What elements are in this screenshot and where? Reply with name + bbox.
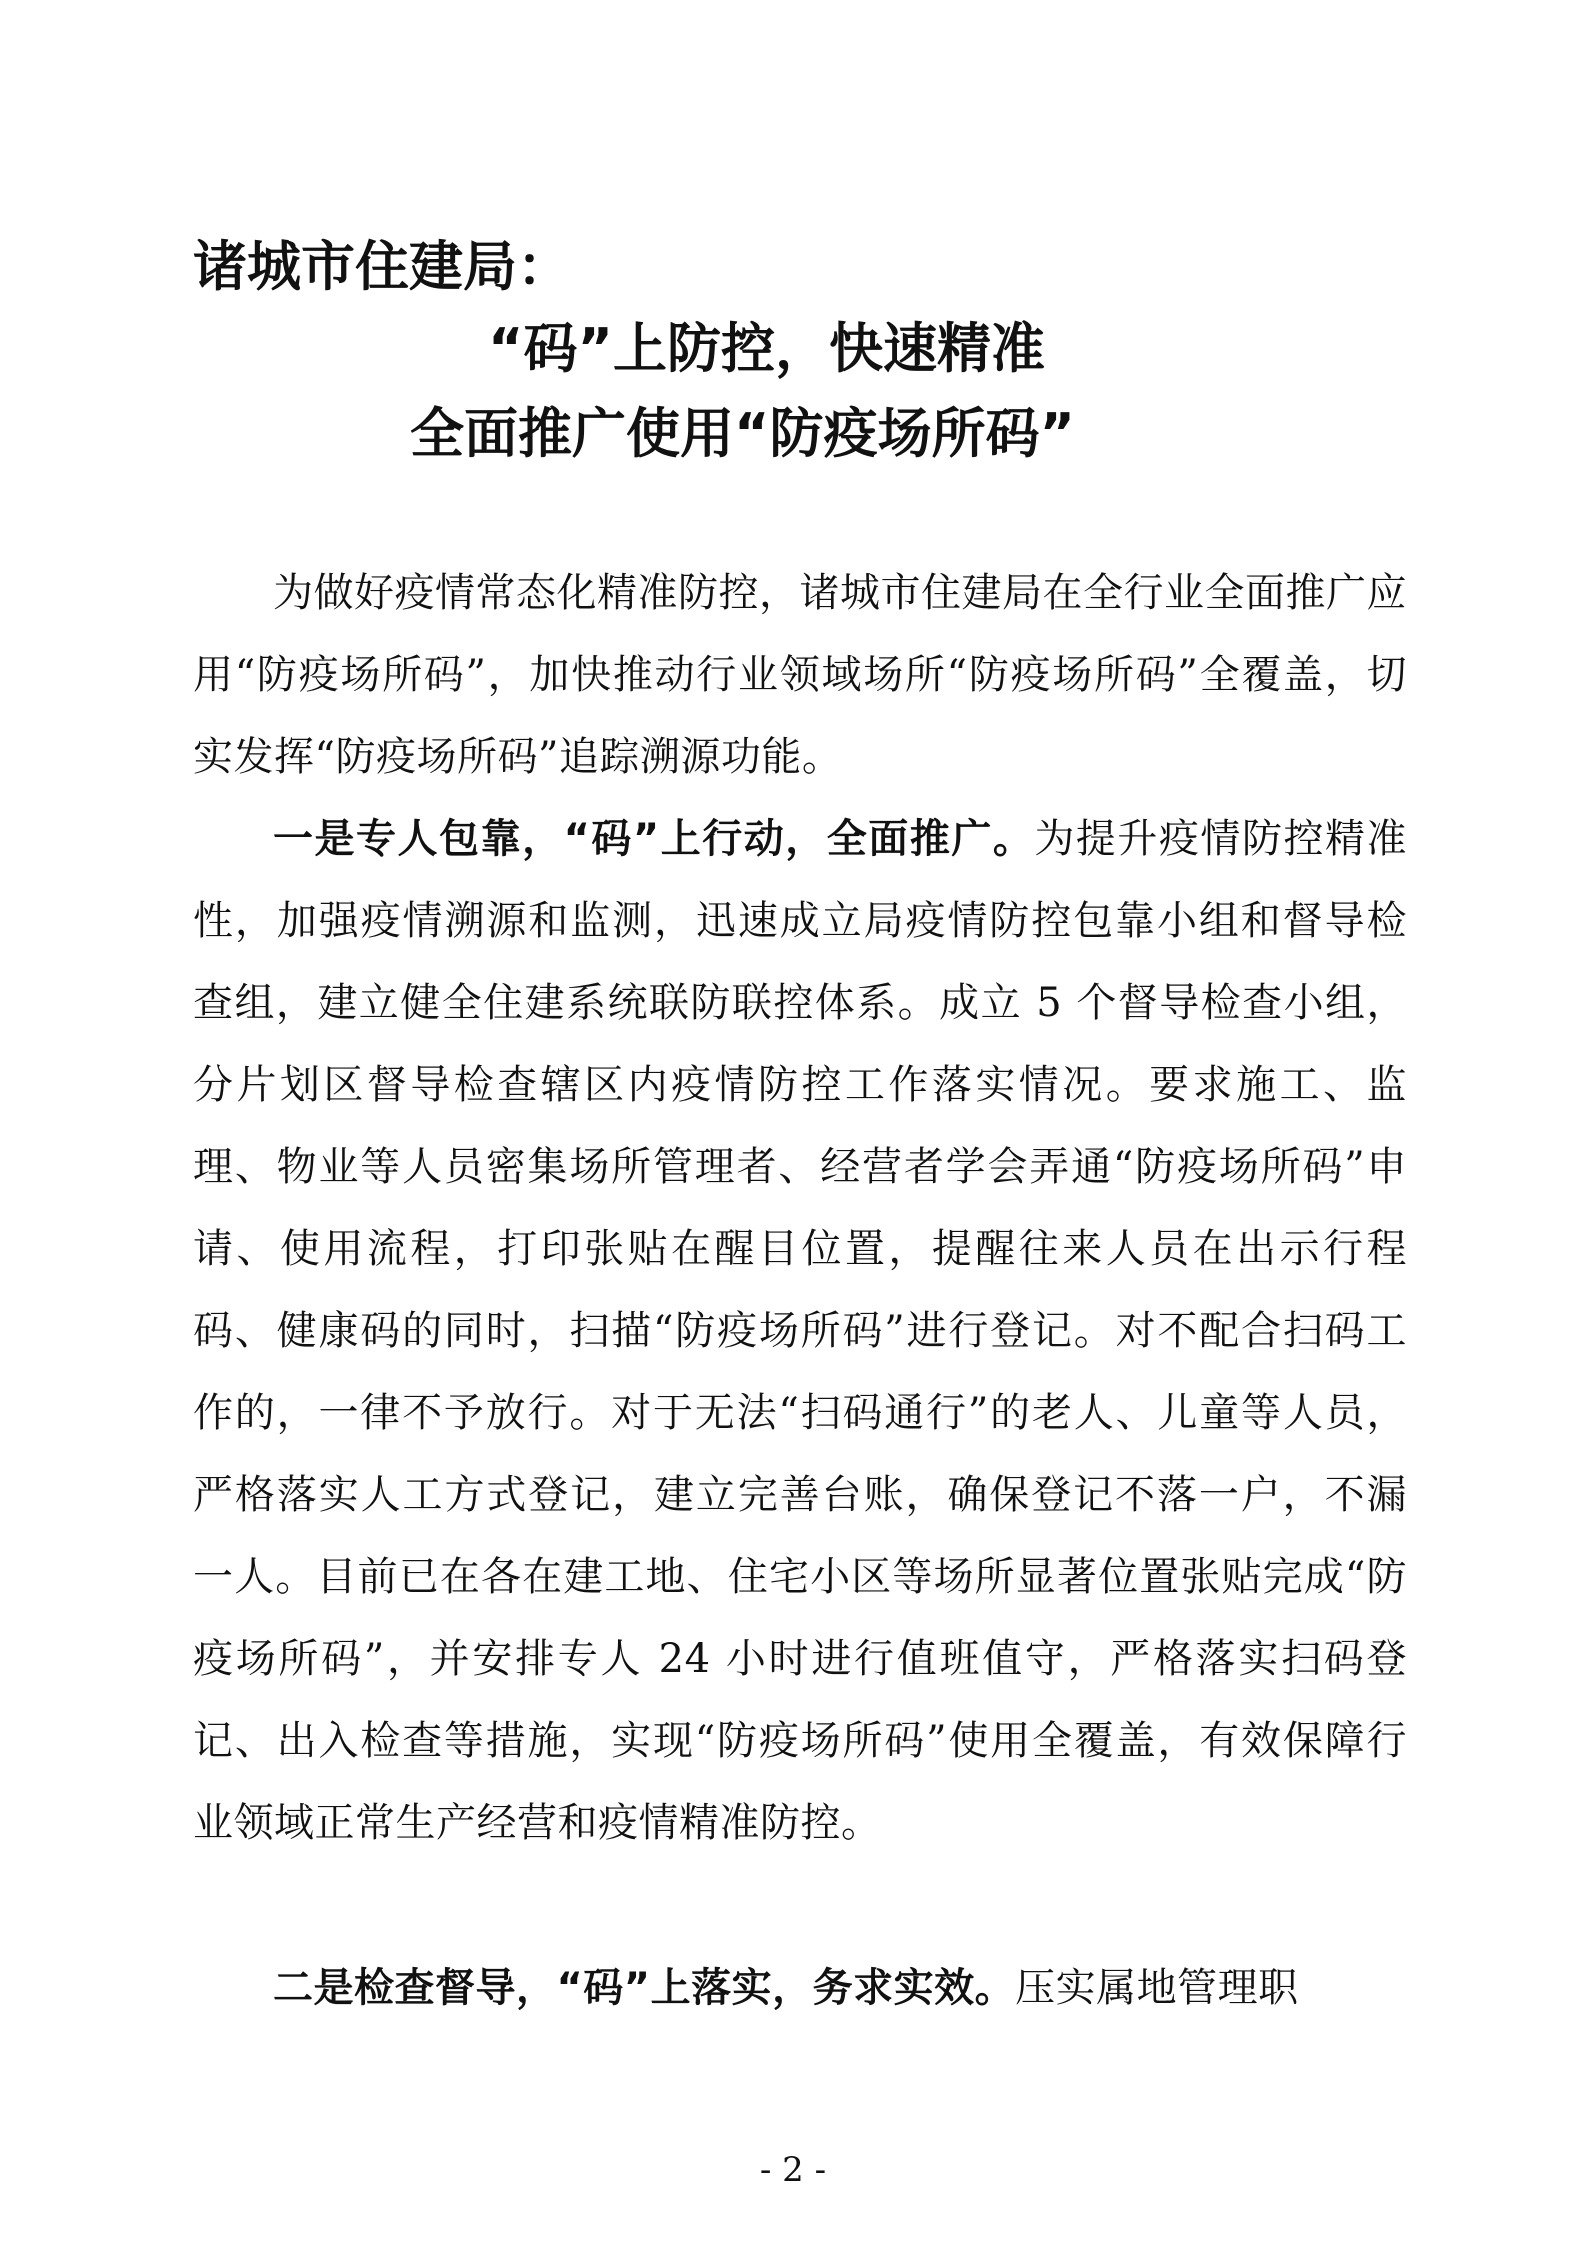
body-paragraph-measure-one [193, 798, 1407, 1864]
body-paragraph-intro: 为做好疫情常态化精准防控，诸城市住建局在全行业全面推广应用“防疫场所码”，加快推动行业领域场所“防疫场所码”全覆盖，切实发挥“防疫场所码”追踪溯源功能。 [193, 570, 1407, 780]
paragraph-lead-heading: 一是专人包靠，“码”上行动，全面推广。 [273, 816, 1035, 862]
paragraph-text: 压实属地管理职 [1015, 1965, 1299, 2011]
paragraph-text: 为提升疫情防控精准性，加强疫情溯源和监测，迅速成立局疫情防控包靠小组和督导检查组，建立健全住建系统联防联控体系。成立 5 个督导检查小组，分片划区督导检查辖区内疫情防控工作落实情况。要求施工、监理、物业等人员密集场所管理者、经营者学会弄通“防疫场所码”申请、使用流程，打印张贴在醒目位置，提醒往来人员在出示行程码、健康码的同时，扫描“防疫场所码”进行登记。对不配合扫码工作的，一律不予放行。对于无法“扫码通行”的老人、儿童等人员，严格落实人工方式登记，建立完善台账，确保登记不落一户，不漏一人。目前已在各在建工地、住宅小区等场所显著位置张贴完成“防疫场所码”，并安排专人 24 小时进行值班值守，严格落实扫码登记、出入检查等措施，实现“防疫场所码”使用全覆盖，有效保障行业领域正常生产经营和疫情精准防控。 [193, 816, 1407, 1846]
page-number: - 2 - [759, 2150, 827, 2190]
title-headline-line2: 全面推广使用“防疫场所码” [410, 402, 1075, 465]
body-paragraph-measure-two [193, 1947, 1407, 2029]
title-headline-line1: “码”上防控，快速精准 [488, 317, 1045, 380]
title-organization: 诸城市住建局： [193, 235, 571, 298]
paragraph-lead-heading: 二是检查督导，“码”上落实，务求实效。 [273, 1965, 1016, 2011]
